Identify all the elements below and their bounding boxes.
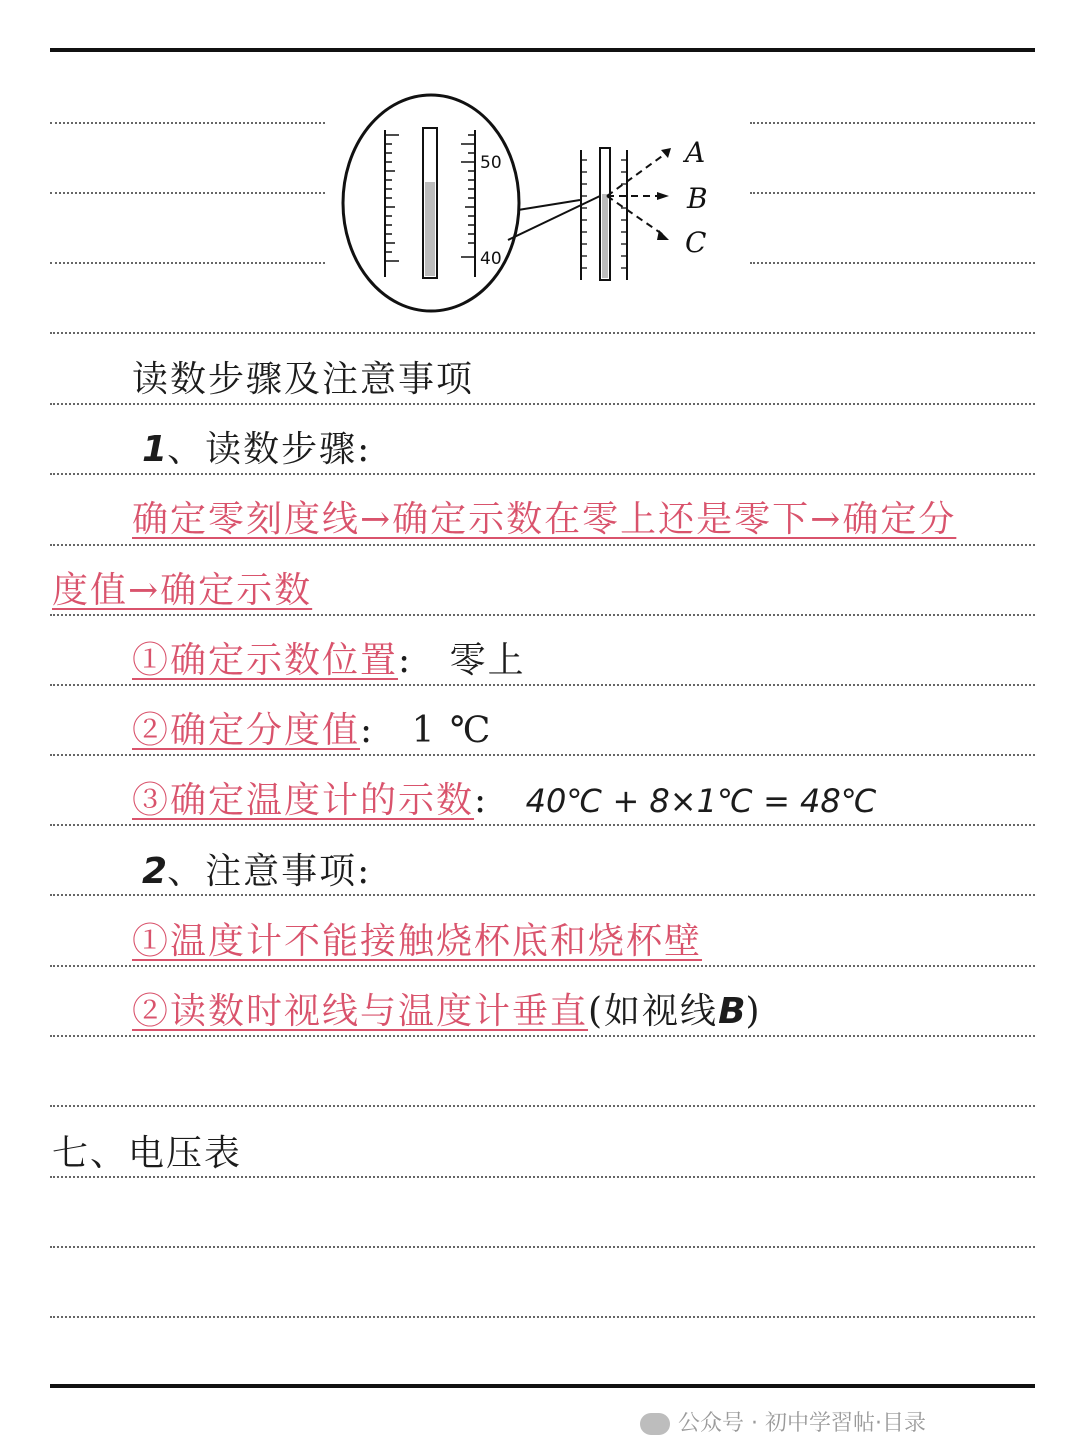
- note2-suffix-close: ): [745, 991, 762, 1032]
- ruled-line: [750, 192, 1035, 194]
- bottom-rule: [50, 1384, 1035, 1388]
- ruled-line: [50, 403, 1035, 405]
- item3-label: ③确定温度计的示数: [132, 780, 475, 821]
- item-2: [132, 711, 492, 751]
- footer-watermark: [640, 1406, 926, 1437]
- ruled-line: [50, 754, 1035, 756]
- item2-sep: :: [360, 710, 375, 751]
- ruled-line: [50, 1316, 1035, 1318]
- sight-label-c: C: [685, 226, 707, 259]
- procedure-line-1: 确定零刻度线→确定示数在零上还是零下→确定分: [132, 499, 957, 540]
- note-2: [132, 992, 762, 1032]
- step1-number: 1: [142, 429, 168, 470]
- item-3: [132, 781, 877, 821]
- footer-label: 公众号 · 初中学習帖·目录: [678, 1411, 926, 1436]
- liquid-column: [425, 182, 435, 276]
- ruled-line: [50, 262, 325, 264]
- ruled-line: [50, 614, 1035, 616]
- item3-value: 40℃ + 8×1℃ = 48℃: [525, 782, 877, 820]
- section-7-title: 七、电压表: [52, 1133, 243, 1174]
- step2-title: [142, 852, 371, 892]
- heading-text: 读数步骤及注意事项: [132, 359, 475, 400]
- ruled-line: [50, 1035, 1035, 1037]
- wechat-icon: [640, 1413, 670, 1435]
- ruled-line: [50, 824, 1035, 826]
- ruled-line: [50, 1246, 1035, 1248]
- ruled-line: [50, 965, 1035, 967]
- step1-label: 、读数步骤:: [167, 429, 372, 470]
- eye-icon: [657, 148, 671, 240]
- page-heading: [132, 360, 474, 400]
- ruled-line: [50, 894, 1035, 896]
- ruled-line: [750, 262, 1035, 264]
- item1-label: ①确定示数位置: [132, 640, 399, 681]
- ruled-line: [50, 192, 325, 194]
- note2-suffix-open: (如视线: [588, 991, 719, 1032]
- thermometer-diagram: [335, 92, 750, 314]
- item1-value: 零上: [449, 640, 526, 681]
- item2-value: 1 ℃: [411, 710, 493, 751]
- sight-label-b: B: [687, 182, 708, 215]
- tick-label-lower: 40: [480, 249, 502, 269]
- procedure-line-2: 度值→确定示数: [52, 570, 313, 611]
- step2-number: 2: [142, 851, 168, 892]
- step1-title: [142, 430, 371, 470]
- ruled-line: [50, 544, 1035, 546]
- tick-label-upper: 50: [480, 153, 502, 173]
- ruled-line: [50, 684, 1035, 686]
- sight-label-a: A: [685, 136, 706, 169]
- right-scale-ticks: [461, 135, 475, 257]
- top-rule: [50, 48, 1035, 52]
- item2-label: ②确定分度值: [132, 710, 361, 751]
- note2-label: ②读数时视线与温度计垂直: [132, 991, 589, 1032]
- ruled-line: [750, 122, 1035, 124]
- ruled-line: [50, 122, 325, 124]
- item-1: [132, 641, 526, 681]
- step2-label: 、注意事项:: [167, 851, 372, 892]
- note-1: ①温度计不能接触烧杯底和烧杯壁: [132, 921, 703, 962]
- item1-sep: :: [398, 640, 413, 681]
- ruled-line: [50, 473, 1035, 475]
- note2-suffix-letter: B: [718, 991, 746, 1032]
- ruled-line: [50, 1176, 1035, 1178]
- ruled-line: [50, 332, 1035, 334]
- ruled-line: [50, 1105, 1035, 1107]
- left-scale-ticks: [385, 135, 399, 261]
- item3-sep: :: [474, 780, 489, 821]
